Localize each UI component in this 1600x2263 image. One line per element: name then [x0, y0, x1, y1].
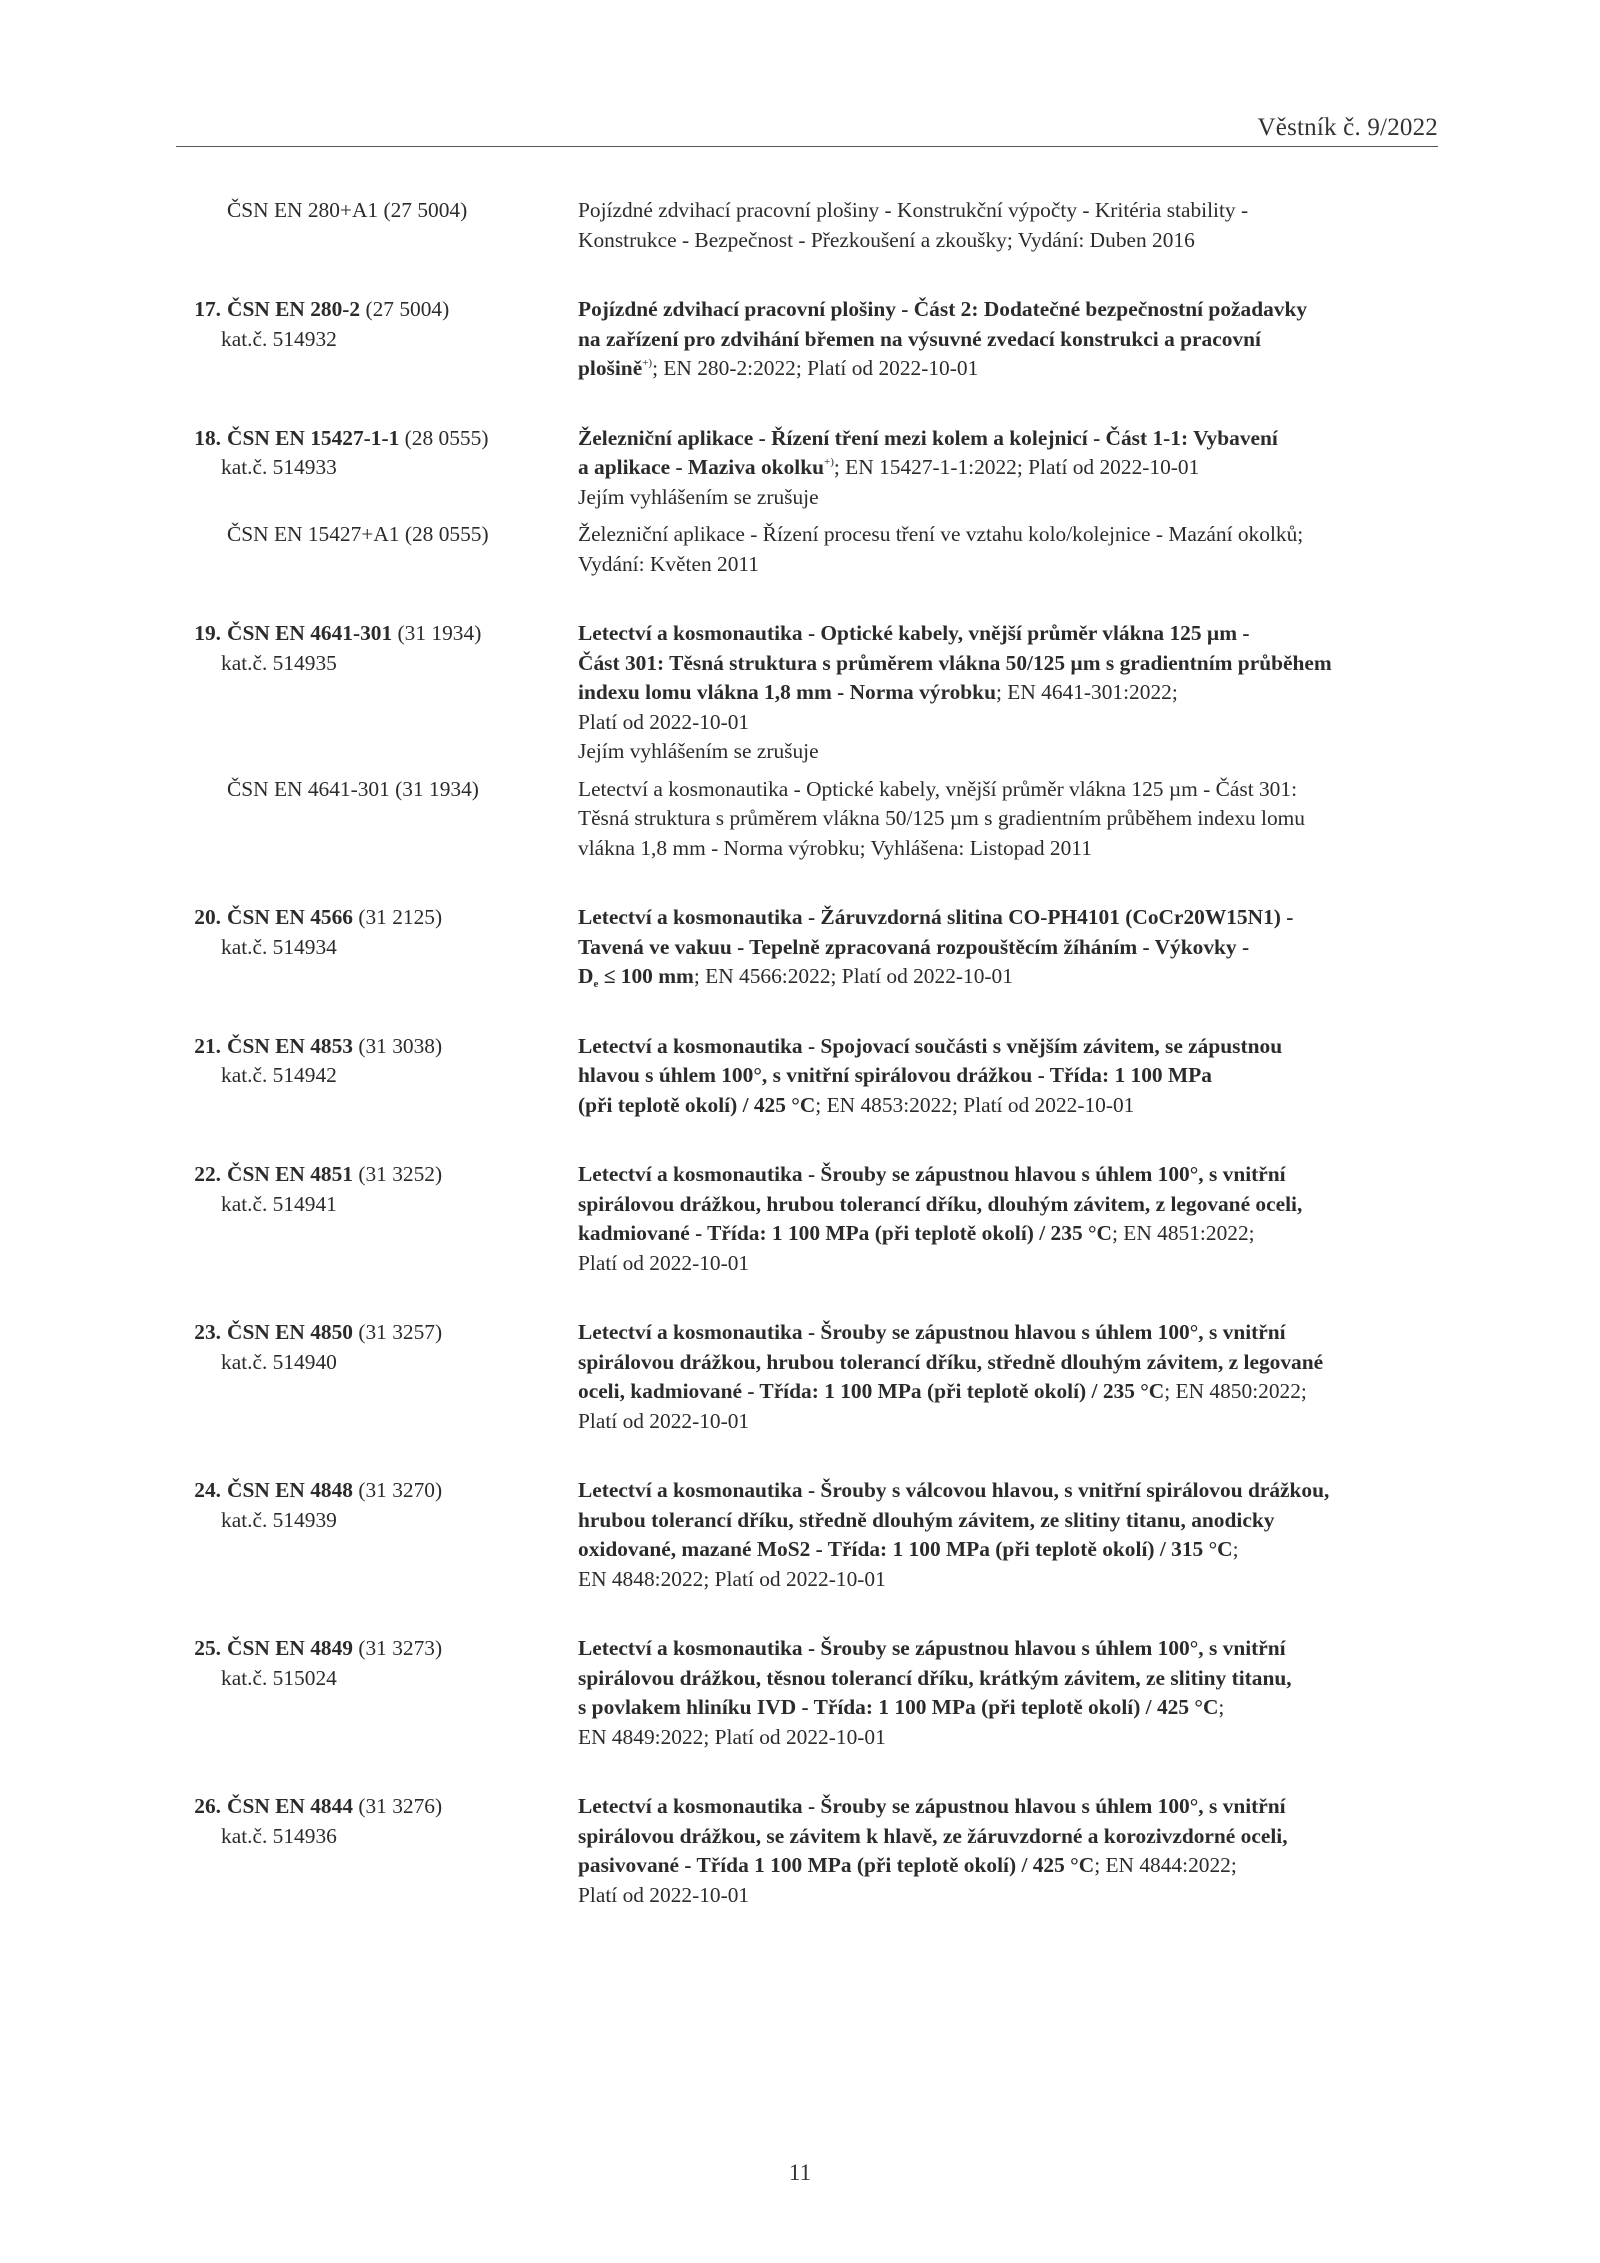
standard-id-cell: [176, 1476, 578, 1535]
title-line: [578, 678, 1438, 708]
standard-code-bold: ČSN EN 4849: [227, 1636, 353, 1660]
standard-title-cell: [578, 1160, 1438, 1278]
standard-code: [227, 1476, 442, 1506]
title-bold-text: plošině: [578, 356, 643, 380]
standard-class-code: (31 3270): [352, 1478, 443, 1502]
standard-code: [227, 424, 488, 454]
standard-code: [227, 295, 449, 325]
standard-entry: [176, 1634, 1438, 1752]
title-line: [578, 196, 1438, 226]
title-line: [578, 1535, 1438, 1565]
catalog-number: kat.č. 514942: [221, 1063, 337, 1087]
title-text: ; EN 4566:2022; Platí od 2022-10-01: [693, 964, 1013, 988]
new-standard-row: [176, 1160, 1438, 1278]
title-line: [578, 737, 1438, 767]
standard-entry: [176, 619, 1438, 863]
title-bold-text: hrubou tolerancí dříku, středně dlouhým závitem, ze slitiny titanu, anodicky: [578, 1507, 1275, 1532]
standard-id-cell: [176, 1318, 578, 1377]
title-bold-text: a aplikace - Maziva okolku: [578, 455, 825, 479]
entry-number: 20.: [194, 905, 221, 929]
catalog-number: kat.č. 514940: [221, 1349, 337, 1374]
title-line: [578, 708, 1438, 738]
title-bold-text: Tavená ve vakuu - Tepelně zpracovaná rozpouštěcím žíháním - Výkovky -: [578, 934, 1250, 959]
title-bold-text: Část 301: Těsná struktura s průměrem vlákna 50/125 µm s gradientním průběhem: [578, 650, 1332, 675]
title-bold-text: Letectví a kosmonautika - Spojovací součásti s vnějším závitem, se zápustnou: [578, 1033, 1283, 1058]
title-line: [578, 1792, 1438, 1822]
standard-code-bold: ČSN EN 4848: [227, 1478, 353, 1502]
title-line: [578, 1476, 1438, 1506]
standard-code: [227, 903, 442, 933]
standard-id-cell: [176, 520, 578, 550]
title-text: Platí od 2022-10-01: [578, 1882, 750, 1907]
catalog-number: kat.č. 514939: [221, 1507, 337, 1532]
standard-code: [227, 775, 479, 805]
new-standard-row: [176, 1318, 1438, 1436]
title-text: Konstrukce - Bezpečnost - Přezkoušení a zkoušky; Vydání: Duben 2016: [578, 227, 1195, 252]
title-line: [578, 1723, 1438, 1753]
standard-id-line: [176, 1160, 578, 1190]
standard-id-line: [176, 1032, 578, 1062]
standard-title-cell: [578, 619, 1438, 767]
standard-title-cell: [578, 1792, 1438, 1910]
title-bold-text: Pojízdné zdvihací pracovní plošiny - Část 2: Dodatečné bezpečnostní požadavky: [578, 297, 1308, 321]
title-bold-text: Letectví a kosmonautika - Šrouby se zápustnou hlavou s úhlem 100°, s vnitřní: [578, 1636, 1286, 1660]
standard-id-cell: [176, 1634, 578, 1693]
standard-id-cell: [176, 1032, 578, 1091]
title-line: [578, 1634, 1438, 1664]
standard-entry: [176, 295, 1438, 384]
title-text: Jejím vyhlášením se zrušuje: [578, 739, 819, 763]
standard-class-code: (31 3273): [352, 1636, 443, 1660]
standard-code-bold: ČSN EN 4566: [227, 905, 353, 929]
standard-code-bold: ČSN EN 4853: [227, 1033, 353, 1058]
title-text: EN 4848:2022; Platí od 2022-10-01: [578, 1566, 886, 1591]
title-bold-text: (při teplotě okolí) / 425 °C: [578, 1092, 816, 1117]
catalog-number: kat.č. 514933: [221, 455, 337, 479]
new-standard-row: [176, 903, 1438, 992]
title-line: [578, 1881, 1438, 1911]
standard-title-cell: [578, 196, 1438, 255]
title-bold-text: oceli, kadmiované - Třída: 1 100 MPa (při teplotě okolí) / 235 °C: [578, 1379, 1165, 1403]
new-standard-row: [176, 1792, 1438, 1910]
title-line: [578, 325, 1438, 355]
standards-list: [176, 196, 1438, 1950]
standard-title-cell: [578, 1634, 1438, 1752]
standard-class-code: (31 2125): [352, 905, 443, 929]
standard-id-cell: [176, 1792, 578, 1851]
title-line: [578, 649, 1438, 679]
standard-code-bold: ČSN EN 4850: [227, 1320, 353, 1344]
standard-id-cell: [176, 903, 578, 962]
standard-code: [227, 1634, 442, 1664]
title-line: [578, 1091, 1438, 1121]
title-bold-text: Letectví a kosmonautika - Šrouby se zápustnou hlavou s úhlem 100°, s vnitřní: [578, 1320, 1286, 1344]
entry-number: 18.: [194, 425, 221, 450]
catalog-number: kat.č. 514941: [221, 1191, 337, 1216]
title-text: Platí od 2022-10-01: [578, 709, 750, 734]
title-line: [578, 354, 1438, 384]
title-line: [578, 1506, 1438, 1536]
title-line: [578, 903, 1438, 933]
bulletin-title: Věstník č. 9/2022: [1257, 114, 1438, 141]
title-line: [578, 1377, 1438, 1407]
standard-id-cell: [176, 196, 578, 226]
new-standard-row: [176, 619, 1438, 767]
title-text: Jejím vyhlášením se zrušuje: [578, 484, 819, 509]
catalog-number: kat.č. 515024: [221, 1665, 337, 1690]
standard-class-code: (27 5004): [360, 297, 450, 321]
standard-title-cell: [578, 1032, 1438, 1121]
standard-code: [227, 196, 467, 226]
title-line: [578, 1032, 1438, 1062]
catalog-number: kat.č. 514935: [221, 650, 337, 675]
standard-code-bold: ČSN EN 4844: [227, 1794, 353, 1818]
standard-code: [227, 1032, 442, 1062]
standard-entry: [176, 196, 1438, 255]
standard-code: [227, 1160, 442, 1190]
withdrawn-standard-row: [176, 196, 1438, 255]
catalog-number: kat.č. 514936: [221, 1823, 337, 1848]
catalog-number: kat.č. 514934: [221, 934, 337, 959]
standard-title-cell: [578, 424, 1438, 513]
title-text: ;: [1232, 1537, 1239, 1561]
standard-code-bold: ČSN EN 15427-1-1: [227, 425, 400, 450]
title-text: ;: [1218, 1695, 1225, 1719]
standard-code-bold: ČSN EN 280-2: [227, 297, 361, 321]
standard-id-line: [176, 903, 578, 933]
standard-id-cell: [176, 619, 578, 678]
withdrawn-standard-row: [176, 775, 1438, 864]
title-text: vlákna 1,8 mm - Norma výrobku; Vyhlášena: Listopad 2011: [578, 835, 1092, 860]
entry-number: 23.: [194, 1320, 221, 1344]
title-bold-text: indexu lomu vlákna 1,8 mm - Norma výrobku: [578, 680, 996, 704]
title-line: [578, 1565, 1438, 1595]
standard-entry: [176, 1032, 1438, 1121]
new-standard-row: [176, 1634, 1438, 1752]
standard-title-cell: [578, 295, 1438, 384]
standard-class-code: (28 0555): [399, 425, 489, 450]
title-bold-text: spirálovou drážkou, těsnou tolerancí dříku, krátkým závitem, ze slitiny titanu,: [578, 1665, 1292, 1690]
title-line: [578, 1664, 1438, 1694]
new-standard-row: [176, 424, 1438, 513]
title-line: [578, 1249, 1438, 1279]
standard-entry: [176, 1318, 1438, 1436]
title-line: [578, 1061, 1438, 1091]
standard-entry: [176, 1792, 1438, 1910]
standard-id-line: [176, 520, 578, 550]
standard-title-cell: [578, 903, 1438, 992]
title-bold-text: spirálovou drážkou, se závitem k hlavě, ze žáruvzdorné a korozivzdorné oceli,: [578, 1823, 1288, 1848]
title-line: [578, 834, 1438, 864]
title-line: [578, 1693, 1438, 1723]
title-bold-text: pasivované - Třída 1 100 MPa (při teplotě okolí) / 425 °C: [578, 1853, 1095, 1877]
title-line: [578, 520, 1438, 550]
entry-number: 26.: [194, 1794, 221, 1818]
title-line: [578, 1407, 1438, 1437]
title-line: [578, 1160, 1438, 1190]
title-bold-text: spirálovou drážkou, hrubou tolerancí dříku, středně dlouhým závitem, z legované: [578, 1349, 1324, 1374]
title-text: Vydání: Květen 2011: [578, 551, 759, 576]
title-line: [578, 775, 1438, 805]
title-text: Letectví a kosmonautika - Optické kabely, vnější průměr vlákna 125 µm - Část 301:: [578, 776, 1298, 801]
standard-entry: [176, 424, 1438, 580]
title-bold-text: Letectví a kosmonautika - Optické kabely, vnější průměr vlákna 125 µm -: [578, 621, 1250, 645]
title-text: Těsná struktura s průměrem vlákna 50/125 µm s gradientním průběhem indexu lomu: [578, 806, 1305, 830]
title-bold-text: ≤ 100 mm: [598, 964, 694, 988]
title-bold-text: s povlakem hliníku IVD - Třída: 1 100 MPa (při teplotě okolí) / 425 °C: [578, 1695, 1219, 1719]
standard-class-code: (31 3276): [352, 1794, 443, 1818]
title-bold-text: D: [578, 964, 594, 988]
title-text: ; EN 4851:2022;: [1112, 1221, 1255, 1245]
title-bold-text: Železniční aplikace - Řízení tření mezi kolem a kolejnicí - Část 1-1: Vybavení: [578, 425, 1278, 450]
standard-id-cell: [176, 1160, 578, 1219]
title-text: EN 4849:2022; Platí od 2022-10-01: [578, 1724, 886, 1749]
standard-code-bold: ČSN EN 4641-301: [227, 621, 393, 645]
title-line: [578, 804, 1438, 834]
title-bold-text: Letectví a kosmonautika - Šrouby se zápustnou hlavou s úhlem 100°, s vnitřní: [578, 1794, 1286, 1818]
standard-title-cell: [578, 1318, 1438, 1436]
title-line: [578, 1318, 1438, 1348]
title-line: [578, 619, 1438, 649]
title-line: [578, 1219, 1438, 1249]
entry-number: 17.: [194, 297, 221, 321]
standard-code: [227, 619, 481, 649]
catalog-number: kat.č. 514932: [221, 326, 337, 351]
standard-id-cell: [176, 424, 578, 483]
title-line: [578, 453, 1438, 483]
title-text: ; EN 4844:2022;: [1094, 1853, 1237, 1877]
title-text: Železniční aplikace - Řízení procesu tření ve vztahu kolo/kolejnice - Mazání okolků;: [578, 522, 1304, 546]
standard-class-code: ČSN EN 4641-301 (31 1934): [227, 776, 479, 801]
entry-number: 22.: [194, 1162, 221, 1186]
standard-id-line: [176, 619, 578, 649]
standard-class-code: (31 3257): [352, 1320, 443, 1344]
standard-id-line: [176, 775, 578, 805]
title-line: [578, 226, 1438, 256]
standard-code: [227, 1318, 442, 1348]
standard-entry: [176, 1160, 1438, 1278]
title-line: [578, 1851, 1438, 1881]
standard-class-code: (31 1934): [392, 621, 482, 645]
standard-code: [227, 520, 489, 550]
standard-title-cell: [578, 520, 1438, 579]
entry-number: 25.: [194, 1636, 221, 1660]
subscript-text: e: [593, 978, 599, 990]
standard-id-cell: [176, 775, 578, 805]
withdrawn-standard-row: [176, 520, 1438, 579]
title-bold-text: Letectví a kosmonautika - Žáruvzdorná slitina CO-PH4101 (CoCr20W15N1) -: [578, 905, 1294, 929]
standard-id-line: [176, 295, 578, 325]
title-line: [578, 962, 1438, 992]
new-standard-row: [176, 1476, 1438, 1594]
standard-title-cell: [578, 1476, 1438, 1594]
title-line: [578, 295, 1438, 325]
title-text: ; EN 4850:2022;: [1164, 1379, 1307, 1403]
title-text: ; EN 15427-1-1:2022; Platí od 2022-10-01: [833, 455, 1200, 479]
title-line: [578, 483, 1438, 513]
standard-class-code: ČSN EN 280+A1 (27 5004): [227, 198, 468, 222]
new-standard-row: [176, 1032, 1438, 1121]
title-text: ; EN 4641-301:2022;: [995, 680, 1178, 704]
standard-code-bold: ČSN EN 4851: [227, 1162, 353, 1186]
title-line: [578, 1822, 1438, 1852]
new-standard-row: [176, 295, 1438, 384]
entry-number: 19.: [194, 621, 221, 645]
title-text: Platí od 2022-10-01: [578, 1408, 750, 1433]
standard-id-line: [176, 1476, 578, 1506]
title-line: [578, 424, 1438, 454]
standard-entry: [176, 903, 1438, 992]
standard-title-cell: [578, 775, 1438, 864]
footnote-marker: +): [824, 456, 834, 468]
title-bold-text: kadmiované - Třída: 1 100 MPa (při teplotě okolí) / 235 °C: [578, 1221, 1112, 1245]
standard-class-code: (31 3252): [352, 1162, 443, 1186]
entry-number: 21.: [194, 1033, 221, 1058]
footnote-marker: +): [642, 357, 653, 369]
title-bold-text: Letectví a kosmonautika - Šrouby se zápustnou hlavou s úhlem 100°, s vnitřní: [578, 1162, 1286, 1186]
title-bold-text: Letectví a kosmonautika - Šrouby s válcovou hlavou, s vnitřní spirálovou drážkou,: [578, 1478, 1330, 1502]
title-bold-text: hlavou s úhlem 100°, s vnitřní spirálovou drážkou - Třída: 1 100 MPa: [578, 1063, 1212, 1087]
title-line: [578, 1190, 1438, 1220]
title-text: Pojízdné zdvihací pracovní plošiny - Konstrukční výpočty - Kritéria stability -: [578, 198, 1249, 222]
standard-id-line: [176, 1792, 578, 1822]
standard-id-line: [176, 196, 578, 226]
standard-class-code: ČSN EN 15427+A1 (28 0555): [227, 522, 489, 546]
title-line: [578, 1348, 1438, 1378]
page-number: 11: [788, 2160, 812, 2185]
title-bold-text: spirálovou drážkou, hrubou tolerancí dříku, dlouhým závitem, z legované oceli,: [578, 1191, 1303, 1216]
entry-number: 24.: [194, 1478, 221, 1502]
title-bold-text: oxidované, mazané MoS2 - Třída: 1 100 MPa (při teplotě okolí) / 315 °C: [578, 1537, 1233, 1561]
standard-id-cell: [176, 295, 578, 354]
page-header: [176, 112, 1438, 147]
standard-entry: [176, 1476, 1438, 1594]
title-text: Platí od 2022-10-01: [578, 1250, 750, 1275]
title-line: [578, 933, 1438, 963]
standard-id-line: [176, 1318, 578, 1348]
standard-class-code: (31 3038): [352, 1033, 443, 1058]
standard-code: [227, 1792, 442, 1822]
title-text: ; EN 4853:2022; Platí od 2022-10-01: [815, 1092, 1135, 1117]
title-line: [578, 550, 1438, 580]
standard-id-line: [176, 1634, 578, 1664]
title-bold-text: na zařízení pro zdvihání břemen na výsuvné zvedací konstrukci a pracovní: [578, 326, 1261, 351]
standard-id-line: [176, 424, 578, 454]
title-text: ; EN 280-2:2022; Platí od 2022-10-01: [652, 356, 979, 380]
